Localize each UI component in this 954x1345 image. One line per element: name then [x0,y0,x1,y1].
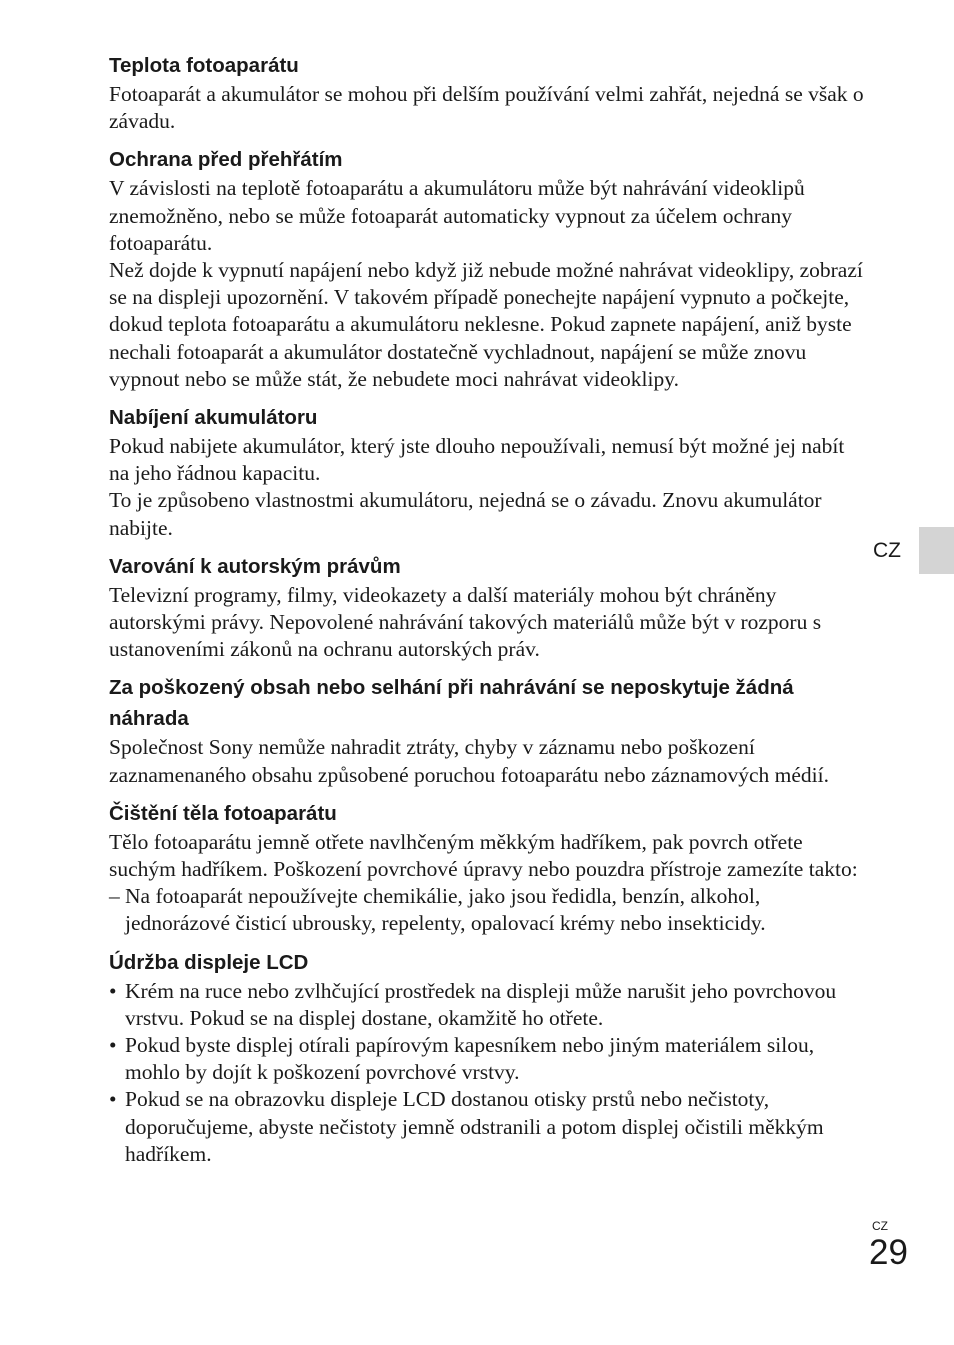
paragraph: To je způsobeno vlastnostmi akumulátoru, nejedná se o závadu. Znovu akumulátor nabijte. [109,488,822,540]
section-heading: Teplota fotoaparátu [109,54,299,77]
language-side-label: CZ [873,539,901,562]
section-battery-charging [109,402,869,542]
bullet-list [109,978,869,1168]
paragraph: Televizní programy, filmy, videokazety a další materiály mohou být chráněny autorskými právy. Nepovolené nahrávání takových materiálů může být v rozporu s ustanoveními zákonů na ochranu autorských práv. [109,582,822,662]
section-heading: Čištění těla fotoaparátu [109,801,337,825]
list-item: • Krém na ruce nebo zvlhčující prostředek na displeji může narušit jeho povrchovou vrstvu. Pokud se na displej dostane, okamžitě ho otřete. [109,978,869,1032]
section-heading: Varování k autorským právům [109,554,401,578]
paragraph: Pokud nabijete akumulátor, který jste dlouho nepoužívali, nemusí být možné jej nabít na jeho řádnou kapacitu. [109,434,845,486]
paragraph: Fotoaparát a akumulátor se mohou při delším používání velmi zahřát, nejedná se však o závadu. [109,82,864,134]
page-content [109,50,869,1177]
language-side-tab [919,527,954,574]
section-cleaning-camera-body [109,798,869,938]
paragraph: V závislosti na teplotě fotoaparátu a akumulátoru může být nahrávání videoklipů znemožněno, nebo se může fotoaparát automaticky vypnout za účelem ochrany fotoaparátu. [109,176,805,255]
section-overheat-protection [109,144,869,393]
section-lcd-care [109,947,869,1168]
section-heading: Za poškozený obsah nebo selhání při nahrávání se neposkytuje žádná náhrada [109,676,794,731]
section-no-compensation [109,672,869,788]
section-heading: Ochrana před přehřátím [109,148,343,172]
list-item: – Na fotoaparát nepoužívejte chemikálie, jako jsou ředidla, benzín, alkohol, jednorázové čisticí ubrousky, repelenty, opalovací krémy nebo insekticidy. [109,883,869,937]
list-item: • Pokud se na obrazovku displeje LCD dostanou otisky prstů nebo nečistoty, doporučujeme, abyste nečistoty jemně odstranili a potom displej očistili měkkým hadříkem. [109,1086,869,1168]
list-item: • Pokud byste displej otírali papírovým kapesníkem nebo jiným materiálem silou, mohlo by dojít k poškození povrchové vrstvy. [109,1032,869,1086]
dash-list [109,883,869,937]
paragraph: Společnost Sony nemůže nahradit ztráty, chyby v záznamu nebo poškození zaznamenaného obsahu způsobené poruchou fotoaparátu nebo záznamových médií. [109,735,829,787]
section-heading: Údržba displeje LCD [109,950,309,974]
paragraph: Tělo fotoaparátu jemně otřete navlhčeným měkkým hadříkem, pak povrch otřete suchým hadříkem. Poškození povrchové úpravy nebo pouzdra přístroje zamezíte takto: [109,829,858,882]
section-camera-temperature [109,50,869,135]
section-heading: Nabíjení akumulátoru [109,406,318,430]
paragraph: Než dojde k vypnutí napájení nebo když již nebude možné nahrávat videoklipy, zobrazí se na displeji upozornění. V takovém případě ponechejte napájení vypnuto a počkejte, dokud teplota fotoaparátu a akumulátoru neklesne. Pokud zapnete napájení, aniž byste nechali fotoaparát a akumulátor dostatečně vychladnout, napájení se může znovu vypnout nebo se může stát, že nebudete moci nahrávat videoklipy. [109,258,863,391]
footer-language-code: CZ [872,1219,888,1233]
page-number: 29 [869,1233,908,1272]
section-copyright-warning [109,551,869,664]
